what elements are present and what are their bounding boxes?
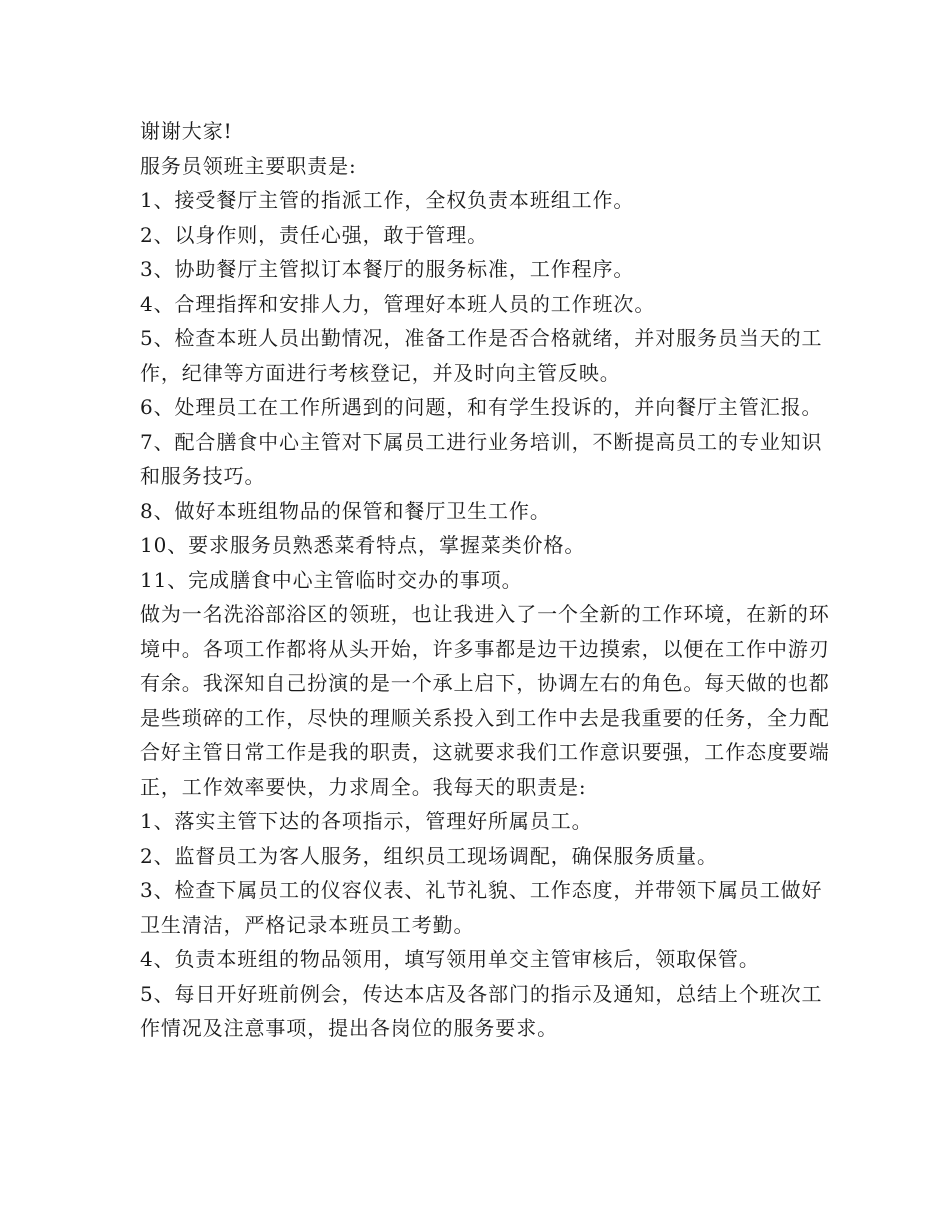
daily-duty-item-1: 1、落实主管下达的各项指示，管理好所属员工。	[140, 809, 593, 833]
section-heading-duties: 服务员领班主要职责是:	[140, 153, 357, 178]
duty-item-8: 8、做好本班组物品的保管和餐厅卫生工作。	[140, 498, 551, 523]
duty-item-11: 11、完成膳食中心主管临时交办的事项。	[140, 567, 523, 592]
duty-item-1: 1、接受餐厅主管的指派工作，全权负责本班组工作。	[140, 188, 635, 212]
daily-duty-item-3: 3、检查下属员工的仪容仪表、礼节礼貌、工作态度，并带领下属员工做好卫生清洁，严格记录本班员工考勤。	[140, 878, 823, 937]
duty-item-2: 2、以身作则，责任心强，敢于管理。	[140, 222, 489, 247]
daily-duty-item-5: 5、每日开好班前例会，传达本店及各部门的指示及通知，总结上个班次工作情况及注意事项，提出各岗位的服务要求。	[140, 981, 823, 1040]
duty-item-5: 5、检查本班人员出勤情况，准备工作是否合格就绪，并对服务员当天的工作，纪律等方面进行考核登记，并及时向主管反映。	[140, 326, 823, 385]
duty-item-4: 4、合理指挥和安排人力，管理好本班人员的工作班次。	[140, 291, 656, 316]
daily-duty-item-2: 2、监督员工为客人服务，组织员工现场调配，确保服务质量。	[140, 843, 718, 868]
closing-thanks: 谢谢大家!	[140, 119, 233, 143]
duty-item-10: 10、要求服务员熟悉菜肴特点，掌握菜类价格。	[140, 533, 586, 557]
document-body	[140, 114, 830, 1046]
duty-item-7: 7、配合膳食中心主管对下属员工进行业务培训，不断提高员工的专业知识和服务技巧。	[140, 429, 823, 488]
duty-item-6: 6、处理员工在工作所遇到的问题，和有学生投诉的，并向餐厅主管汇报。	[140, 395, 823, 419]
daily-duty-item-4: 4、负责本班组的物品领用，填写领用单交主管审核后，领取保管。	[140, 947, 760, 971]
body-paragraph-bath-area: 做为一名洗浴部浴区的领班，也让我进入了一个全新的工作环境，在新的环境中。各项工作都将从头开始，许多事都是边干边摸索，以便在工作中游刃有余。我深知自己扮演的是一个承上启下，协调左右的角色。每天做的也都是些琐碎的工作，尽快的理顺关系投入到工作中去是我重要的任务，全力配合好主管日常工作是我的职责，这就要求我们工作意识要强，工作态度要端正，工作效率要快，力求周全。我每天的职责是:	[140, 602, 830, 799]
duty-item-3: 3、协助餐厅主管拟订本餐厅的服务标准，工作程序。	[140, 257, 635, 281]
